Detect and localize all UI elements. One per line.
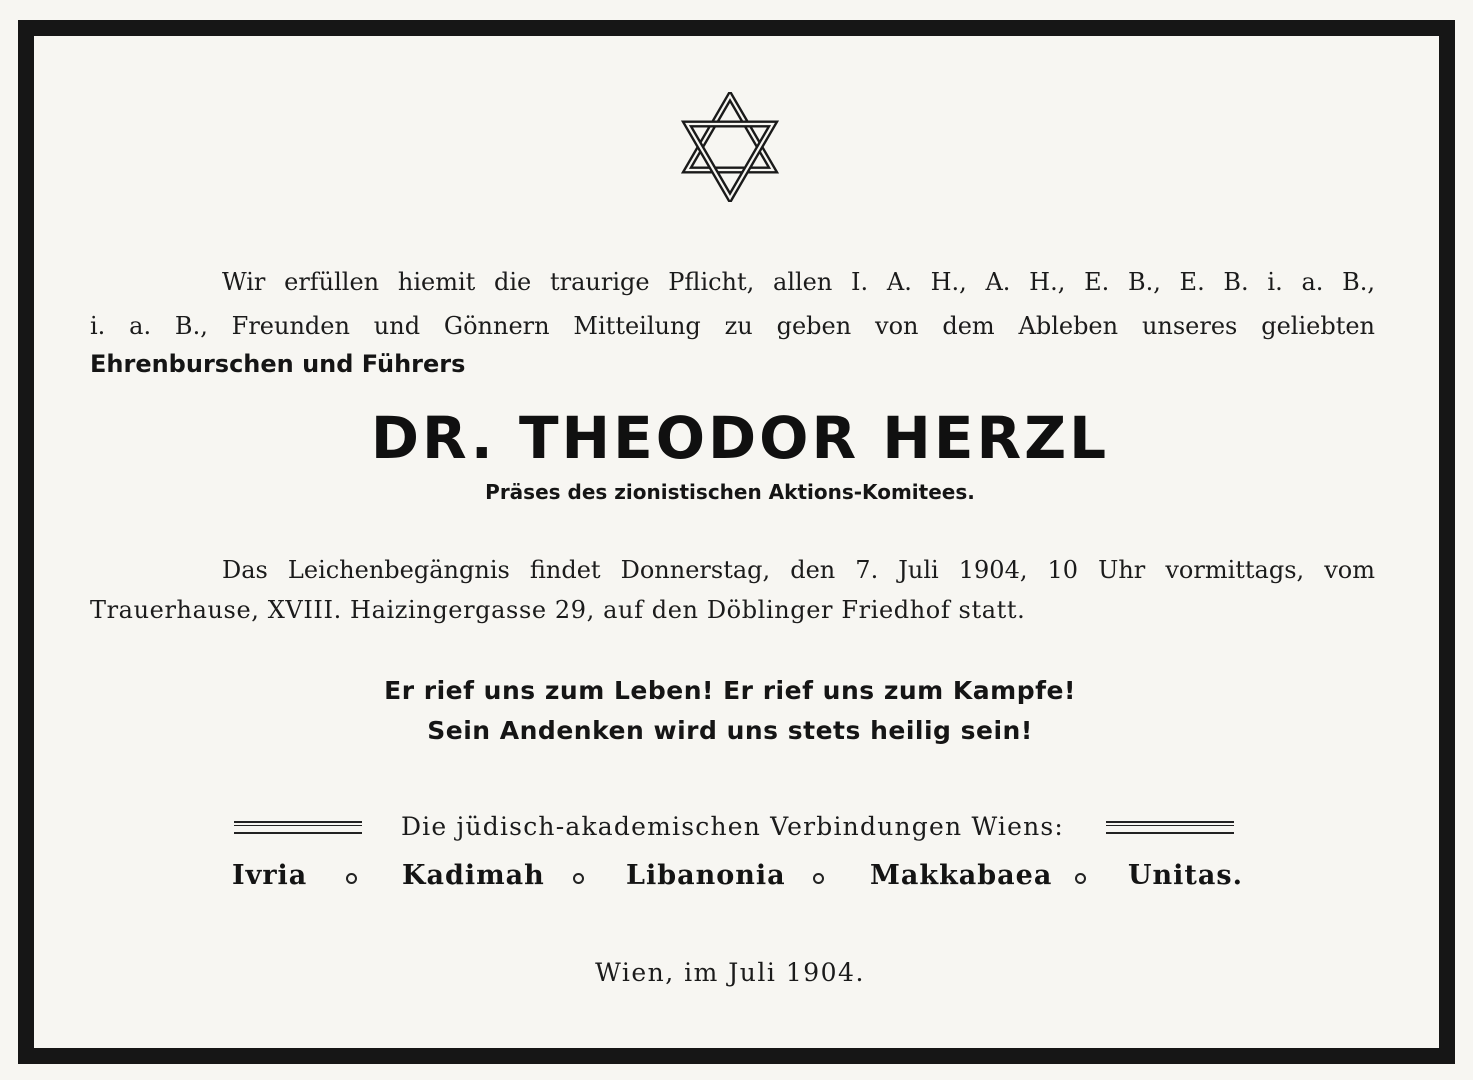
- motto-line-1: Er rief uns zum Leben! Er rief uns zum Kampfe!: [384, 676, 1076, 705]
- funeral-line-2: Trauerhause, XVIII. Haizingergasse 29, auf den Döblinger Friedhof statt.: [90, 596, 1026, 624]
- fraternity-libanonia: Libanonia: [626, 860, 786, 891]
- signatory: Die jüdisch-akademischen Verbindungen Wiens:: [400, 812, 1065, 841]
- funeral-line-1: Das Leichenbegängnis findet Donnerstag, den 7. Juli 1904, 10 Uhr vormittags, vom: [222, 556, 1375, 584]
- separator-circle: [1075, 873, 1086, 884]
- motto-line-2: Sein Andenken wird uns stets heilig sein!: [427, 716, 1033, 745]
- star-of-david-icon: [680, 92, 780, 202]
- place-date: Wien, im Juli 1904.: [595, 958, 865, 987]
- separator-circle: [813, 873, 824, 884]
- intro-line-1: Wir erfüllen hiemit die traurige Pflicht, allen I. A. H., A. H., E. B., E. B. i. a. B.,: [222, 268, 1375, 296]
- separator-circle: [573, 873, 584, 884]
- ornamental-rule-right: [1106, 821, 1234, 834]
- deceased-name: DR. THEODOR HERZL: [370, 404, 1110, 472]
- deceased-title: Präses des zionistischen Aktions-Komitees.: [485, 480, 975, 504]
- fraternity-ivria: Ivria: [232, 860, 308, 891]
- fraternity-unitas: Unitas.: [1128, 860, 1243, 891]
- intro-line-2: i. a. B., Freunden und Gönnern Mitteilung zu geben von dem Ableben unseres geliebten: [90, 312, 1375, 340]
- separator-circle: [346, 873, 357, 884]
- intro-line-3: Ehrenburschen und Führers: [90, 350, 466, 378]
- ornamental-rule-left: [234, 821, 362, 834]
- fraternity-kadimah: Kadimah: [402, 860, 545, 891]
- fraternity-makkabaea: Makkabaea: [870, 860, 1053, 891]
